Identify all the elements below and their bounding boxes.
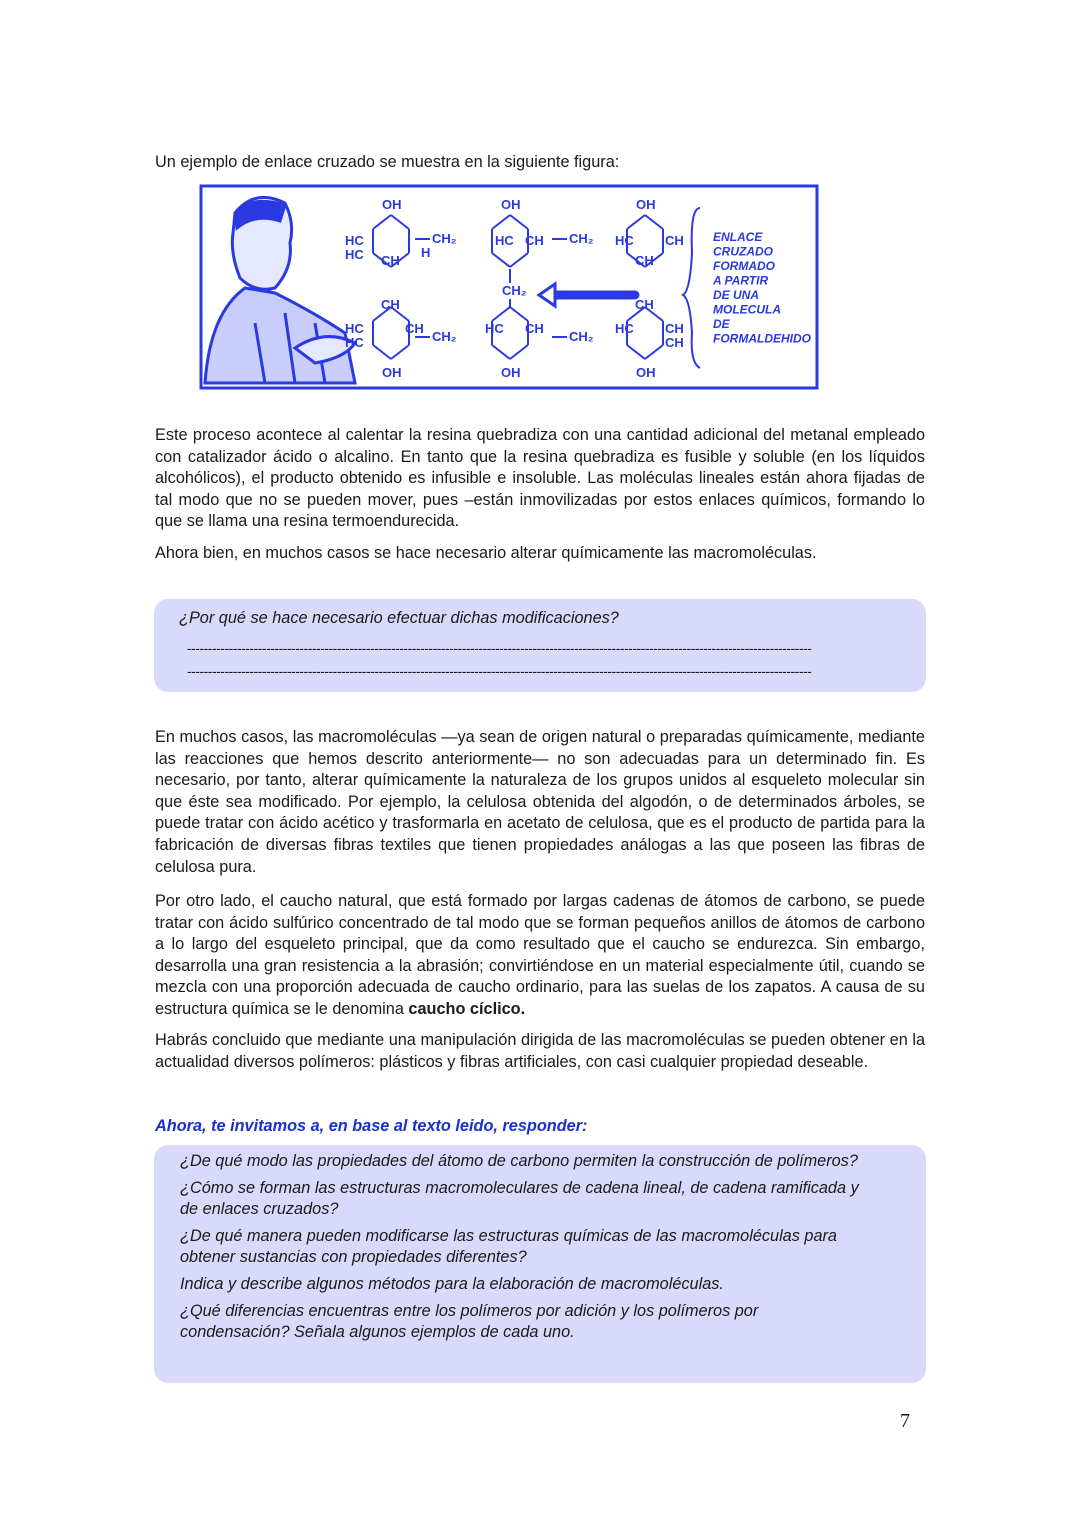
section-heading: Ahora, te invitamos a, en base al texto leido, responder: (155, 1117, 588, 1135)
formula-label: HC (345, 335, 364, 350)
figure-caption-line: FORMADO (713, 259, 775, 273)
formula-label: CH₂ (569, 231, 594, 246)
formula-label: CH (525, 233, 544, 248)
paragraph-4 (155, 891, 925, 1021)
bold-term: caucho cíclico. (408, 999, 526, 1018)
formula-label: CH (665, 321, 684, 336)
answer-line[interactable]: ------------------------------------------------------------------------------------------------------------------------------------------------------ (187, 640, 812, 656)
figure-caption-line: FORMALDEHIDO (713, 331, 811, 346)
formula-label: CH (381, 253, 400, 268)
formula-label: OH (636, 197, 656, 212)
formula-label: OH (382, 365, 402, 380)
question-item: ¿De qué modo las propiedades del átomo de carbono permiten la construcción de polímeros? (180, 1152, 858, 1170)
formula-label: OH (382, 197, 402, 212)
formula-label: CH (405, 321, 424, 336)
page-number: 7 (900, 1410, 910, 1432)
formula-label: CH₂ (432, 329, 457, 344)
crosslink-figure (195, 183, 821, 393)
question-box-1 (154, 599, 926, 692)
paragraph-3: En muchos casos, las macromoléculas —ya sean de origen natural o preparadas químicamente, mediante las reacciones que hemos descrito anteriormente— no son adecuadas para un determinado fin. Es necesario, por tanto, alterar químicamente la naturaleza de los grupos unidos al esqueleto molecular sin que éste sea modificado. Por ejemplo, la celulosa obtenida del algodón, o de determinados árboles, se puede tratar con ácido acético y trasformarla en acetato de celulosa, que es el producto de partida para la fabricación de diversas fibras textiles que tienen propiedades análogas a las que poseen las fibras de celulosa pura. (155, 728, 925, 876)
formula-label: H (421, 245, 431, 260)
figure-caption-line: MOLECULA (713, 302, 781, 317)
formula-label: OH (501, 365, 521, 380)
formula-label: HC (615, 321, 634, 336)
formula-label: CH (381, 297, 400, 312)
question-item: Indica y describe algunos métodos para la elaboración de macromoléculas. (180, 1274, 724, 1293)
formula-label: CH (635, 253, 654, 268)
answer-line[interactable]: ------------------------------------------------------------------------------------------------------------------------------------------------------ (187, 663, 812, 679)
paragraph-2: Ahora bien, en muchos casos se hace necesario alterar químicamente las macromoléculas. (155, 544, 817, 562)
formula-label: HC (345, 233, 364, 248)
question-item: ¿Cómo se forman las estructuras macromoleculares de cadena lineal, de cadena ramificada y de enlaces cruzados? (180, 1178, 859, 1219)
formula-label: HC (495, 233, 514, 248)
intro-text: Un ejemplo de enlace cruzado se muestra en la siguiente figura: (155, 153, 620, 171)
figure-caption-line: A PARTIR (713, 273, 769, 288)
question-text: ¿Por qué se hace necesario efectuar dichas modificaciones? (179, 609, 619, 627)
formula-label: OH (501, 197, 521, 212)
formula-label: CH (525, 321, 544, 336)
formula-label: CH (665, 233, 684, 248)
formula-label: OH (636, 365, 656, 380)
formula-label: CH (665, 335, 684, 350)
figure-caption-line: CRUZADO (713, 244, 773, 259)
figure-caption-line: DE UNA (713, 288, 760, 302)
paragraph-5: Habrás concluido que mediante una manipulación dirigida de las macromoléculas se pueden obtener en la actualidad diversos polímeros: plásticos y fibras artificiales, con casi cualquier propiedad deseable. (155, 1031, 925, 1071)
formula-label: CH₂ (502, 283, 527, 298)
formula-label: HC (345, 321, 364, 336)
question-item: ¿De qué manera pueden modificarse las estructuras químicas de las macromoléculas para obtener sustancias con propiedades diferentes? (180, 1226, 837, 1267)
paragraph-4-text: Por otro lado, el caucho natural, que está formado por largas cadenas de átomos de carbono, se puede tratar con ácido sulfúrico concentrado de tal modo que se forman pequeños anillos de átomos de carbono a lo largo del esqueleto principal, que da como resultado que el caucho se endurezca. Sin embargo, desarrolla una gran resistencia a la abrasión; convirtiéndose en un material especialmente útil, cuando se mezcla con una proporción adecuada de caucho ordinario, para las suelas de los zapatos. A causa de su estructura química se le denomina (155, 892, 925, 1018)
paragraph-1: Este proceso acontece al calentar la resina quebradiza con una cantidad adicional del metanal empleado con catalizador ácido o alcalino. En tanto que la resina quebradiza es fusible y soluble (en los líquidos alcohólicos), el producto obtenido es infusible e insoluble. Las moléculas lineales están ahora fijadas de tal modo que no se pueden mover, pues –están inmovilizadas por estos enlaces químicos, formando lo que se llama una resina termoendurecida. (155, 426, 925, 531)
formula-label: HC (615, 233, 634, 248)
formula-label: CH₂ (569, 329, 594, 344)
figure-caption-line: DE (713, 317, 730, 331)
questions-box (154, 1145, 926, 1383)
formula-label: HC (485, 321, 504, 336)
formula-label: HC (345, 247, 364, 262)
question-item: ¿Qué diferencias encuentras entre los polímeros por adición y los polímeros por condensación? Señala algunos ejemplos de cada uno. (180, 1301, 759, 1342)
formula-label: CH (635, 297, 654, 312)
formula-label: CH₂ (432, 231, 457, 246)
figure-caption-line: ENLACE (713, 230, 763, 244)
